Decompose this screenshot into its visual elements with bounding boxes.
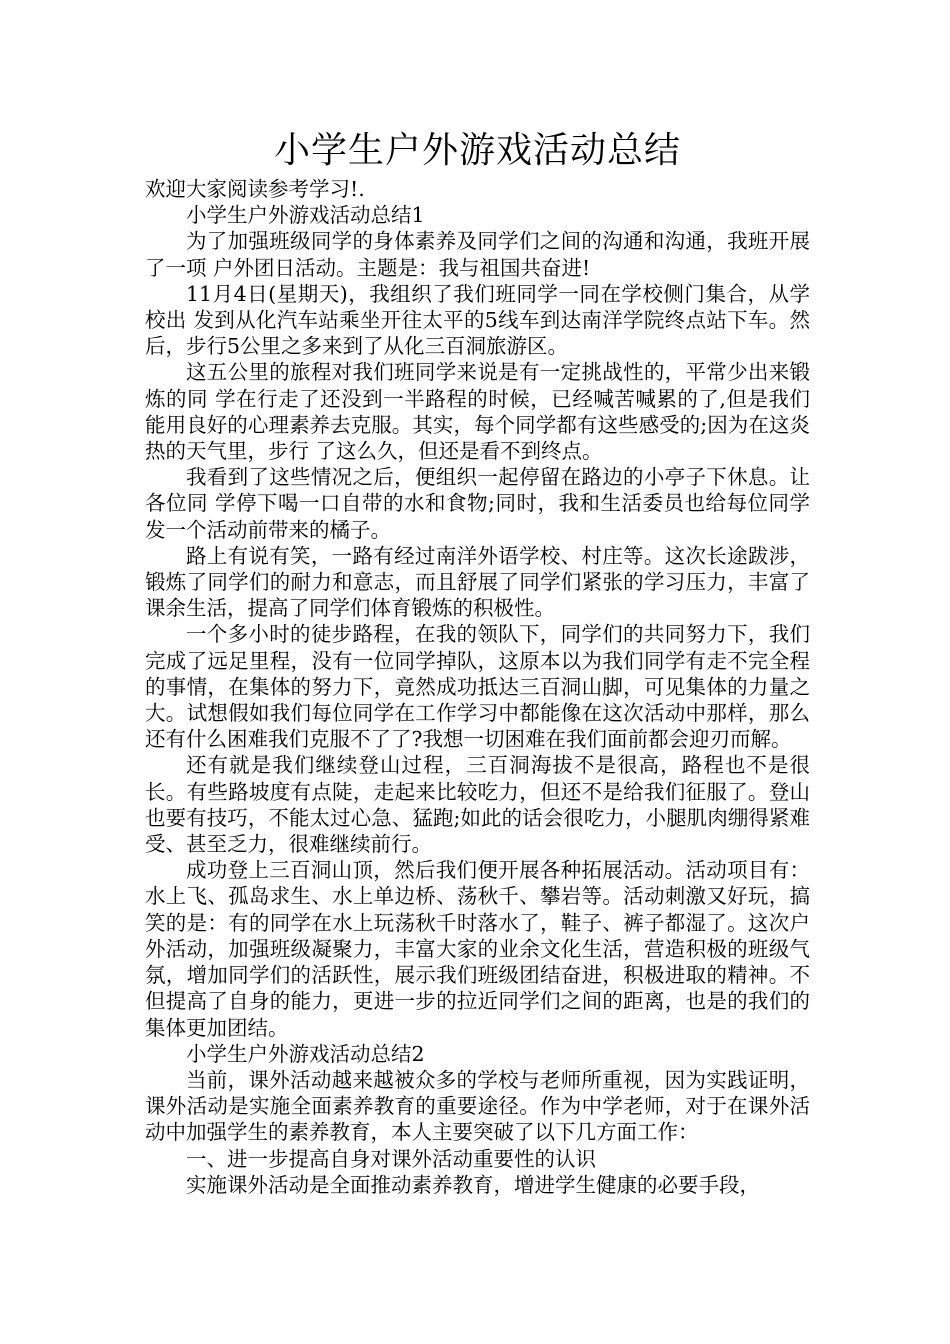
body-paragraph: 这五公里的旅程对我们班同学来说是有一定挑战性的，平常少出来锻炼的同 学在行走了还没到一半路程的时候，已经喊苦喊累的了,但是我们能用良好的心理素养去克服。其实，每个同学都有这些感受的;因为在这炎热的天气里，步行 了这么久，但还是看不到终点。 (145, 360, 810, 464)
section-heading-1: 小学生户外游戏活动总结1 (186, 203, 425, 228)
section-heading-2: 小学生户外游戏活动总结2 (186, 1041, 425, 1066)
body-paragraph: 路上有说有笑，一路有经过南洋外语学校、村庄等。这次长途跋涉，锻炼了同学们的耐力和意志，而且舒展了同学们紧张的学习压力，丰富了课余生活，提高了同学们体育锻炼的积极性。 (145, 543, 810, 621)
body-paragraph: 11月4日(星期天)，我组织了我们班同学一同在学校侧门集合，从学校出 发到从化汽车站乘坐开往太平的5线车到达南洋学院终点站下车。然后，步行5公里之多来到了从化三百洞旅游区。 (145, 281, 810, 359)
body-paragraph: 实施课外活动是全面推动素养教育，增进学生健康的必要手段， (186, 1172, 760, 1197)
body-paragraph: 当前，课外活动越来越被众多的学校与老师所重视，因为实践证明，课外活动是实施全面素养教育的重要途径。作为中学老师，对于在课外活动中加强学生的素养教育，本人主要突破了以下几方面工作： (145, 1067, 810, 1145)
body-paragraph: 我看到了这些情况之后，便组织一起停留在路边的小亭子下休息。让各位同 学停下喝一口自带的水和食物;同时，我和生活委员也给每位同学发一个活动前带来的橘子。 (145, 465, 810, 542)
intro-line: 欢迎大家阅读参考学习!. (145, 177, 365, 201)
body-paragraph: 成功登上三百洞山顶，然后我们便开展各种拓展活动。活动项目有：水上飞、孤岛求生、水上单边桥、荡秋千、攀岩等。活动刺激又好玩，搞笑的是：有的同学在水上玩荡秋千时落水了，鞋子、裤子都湿了。这次户外活动，加强班级凝聚力，丰富大家的业余文化生活，营造积极的班级气氛，增加同学们的活跃性，展示我们班级团结奋进，积极进取的精神。不但提高了自身的能力，更进一步的拉近同学们之间的距离，也是的我们的集体更加团结。 (145, 858, 810, 1040)
document-body (145, 176, 810, 1198)
body-paragraph: 为了加强班级同学的身体素养及同学们之间的沟通和沟通，我班开展了一项 户外团日活动。主题是：我与祖国共奋进! (145, 229, 810, 280)
subheading: 一、进一步提高自身对课外活动重要性的认识 (186, 1146, 596, 1171)
document-title: 小学生户外游戏活动总结 (273, 130, 681, 171)
body-paragraph: 还有就是我们继续登山过程，三百洞海拔不是很高，路程也不是很长。有些路坡度有点陡，走起来比较吃力，但还不是给我们征服了。登山也要有技巧，不能太过心急、猛跑;如此的话会很吃力，小腿肌肉绷得紧难受、甚至乏力，很难继续前行。 (145, 753, 810, 857)
body-paragraph: 一个多小时的徒步路程，在我的领队下，同学们的共同努力下，我们完成了远足里程，没有一位同学掉队，这原本以为我们同学有走不完全程的事情，在集体的努力下，竟然成功抵达三百洞山脚，可见集体的力量之大。试想假如我们每位同学在工作学习中都能像在这次活动中那样，那么还有什么困难我们克服不了了?我想一切困难在我们面前都会迎刃而解。 (145, 622, 810, 752)
